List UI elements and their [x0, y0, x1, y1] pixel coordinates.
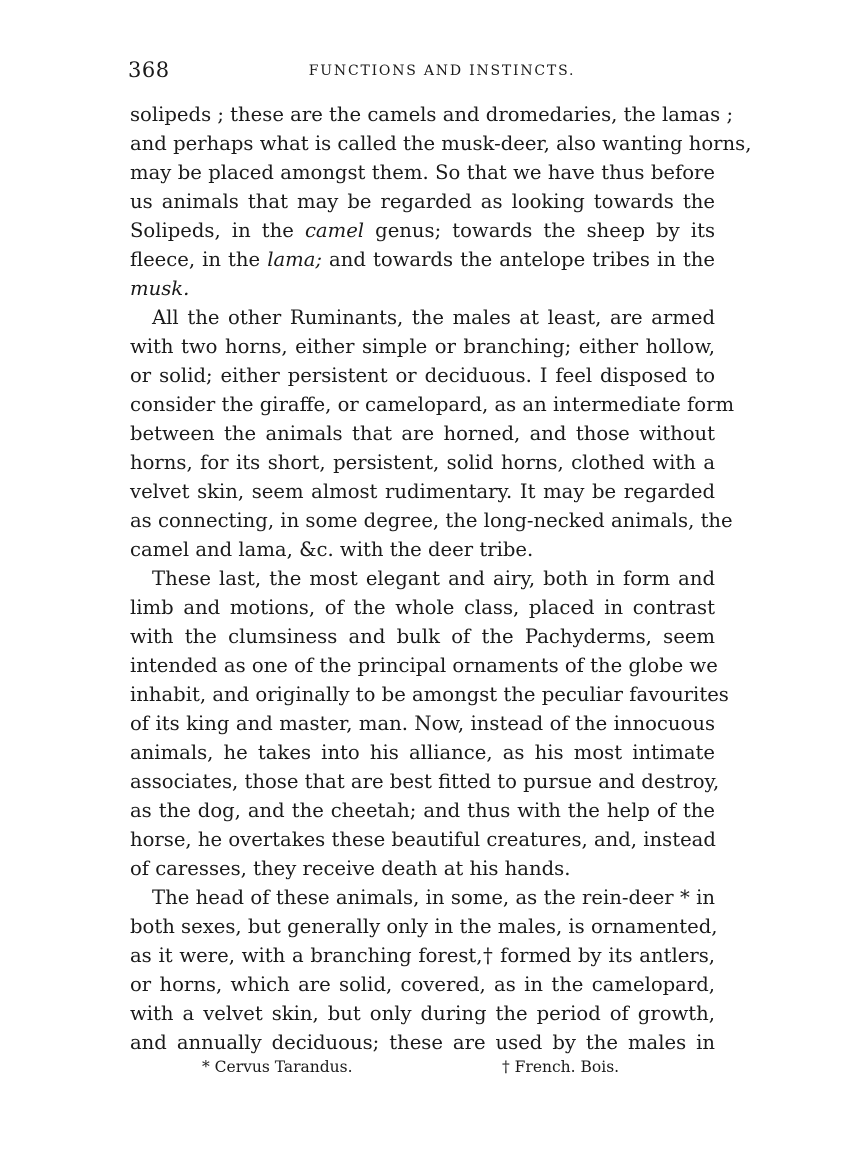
text-line: as it were, with a branching forest,† formed by its antlers,	[130, 944, 715, 967]
text-line: horns, for its short, persistent, solid horns, clothed with a	[130, 451, 715, 474]
text-line: horse, he overtakes these beautiful creatures, and, instead	[130, 828, 716, 851]
text-line: us animals that may be regarded as looking towards the	[130, 190, 715, 213]
text-line: with a velvet skin, but only during the period of growth,	[130, 1002, 715, 1025]
text-line: both sexes, but generally only in the males, is ornamented,	[130, 915, 718, 938]
footnote-french-bois: † French. Bois.	[502, 1058, 620, 1076]
text-line: with two horns, either simple or branching; either hollow,	[130, 335, 715, 358]
text-line: Solipeds, in the camel genus; towards the sheep by its	[130, 219, 715, 242]
text-line: The head of these animals, in some, as the rein-deer * in	[152, 886, 715, 909]
text-line: animals, he takes into his alliance, as his most intimate	[130, 741, 715, 764]
text-line: and annually deciduous; these are used by the males in	[130, 1031, 715, 1054]
text-line: and perhaps what is called the musk-deer, also wanting horns,	[130, 132, 752, 155]
body-text	[130, 100, 752, 1057]
text-line: velvet skin, seem almost rudimentary. It may be regarded	[130, 480, 715, 503]
text-line: fleece, in the lama; and towards the antelope tribes in the	[130, 248, 716, 271]
text-line: between the animals that are horned, and those without	[130, 422, 715, 445]
text-line: limb and motions, of the whole class, placed in contrast	[130, 596, 715, 619]
text-line: solipeds ; these are the camels and dromedaries, the lamas ;	[130, 103, 734, 126]
text-line: intended as one of the principal ornaments of the globe we	[130, 654, 718, 677]
text-line: as connecting, in some degree, the long-necked animals, the	[130, 509, 733, 532]
text-line: All the other Ruminants, the males at least, are armed	[152, 306, 715, 329]
text-line: of caresses, they receive death at his hands.	[130, 857, 571, 880]
text-line: or solid; either persistent or deciduous. I feel disposed to	[130, 364, 715, 387]
text-line: These last, the most elegant and airy, both in form and	[152, 567, 715, 590]
footnote-cervus-tarandus: * Cervus Tarandus.	[202, 1058, 353, 1076]
text-line: with the clumsiness and bulk of the Pachyderms, seem	[130, 625, 715, 648]
text-line: or horns, which are solid, covered, as in the camelopard,	[130, 973, 715, 996]
text-line: associates, those that are best fitted to pursue and destroy,	[130, 770, 720, 793]
text-line: inhabit, and originally to be amongst the peculiar favourites	[130, 683, 729, 706]
footnotes	[130, 1058, 715, 1082]
text-line: of its king and master, man. Now, instead of the innocuous	[130, 712, 715, 735]
text-line: as the dog, and the cheetah; and thus with the help of the	[130, 799, 715, 822]
text-line: camel and lama, &c. with the deer tribe.	[130, 538, 534, 561]
text-line: musk.	[130, 277, 190, 300]
running-title: FUNCTIONS AND INSTINCTS.	[308, 63, 576, 79]
running-header	[128, 58, 718, 86]
page-number: 368	[128, 58, 170, 82]
text-line: may be placed amongst them. So that we have thus before	[130, 161, 715, 184]
text-line: consider the giraffe, or camelopard, as an intermediate form	[130, 393, 735, 416]
